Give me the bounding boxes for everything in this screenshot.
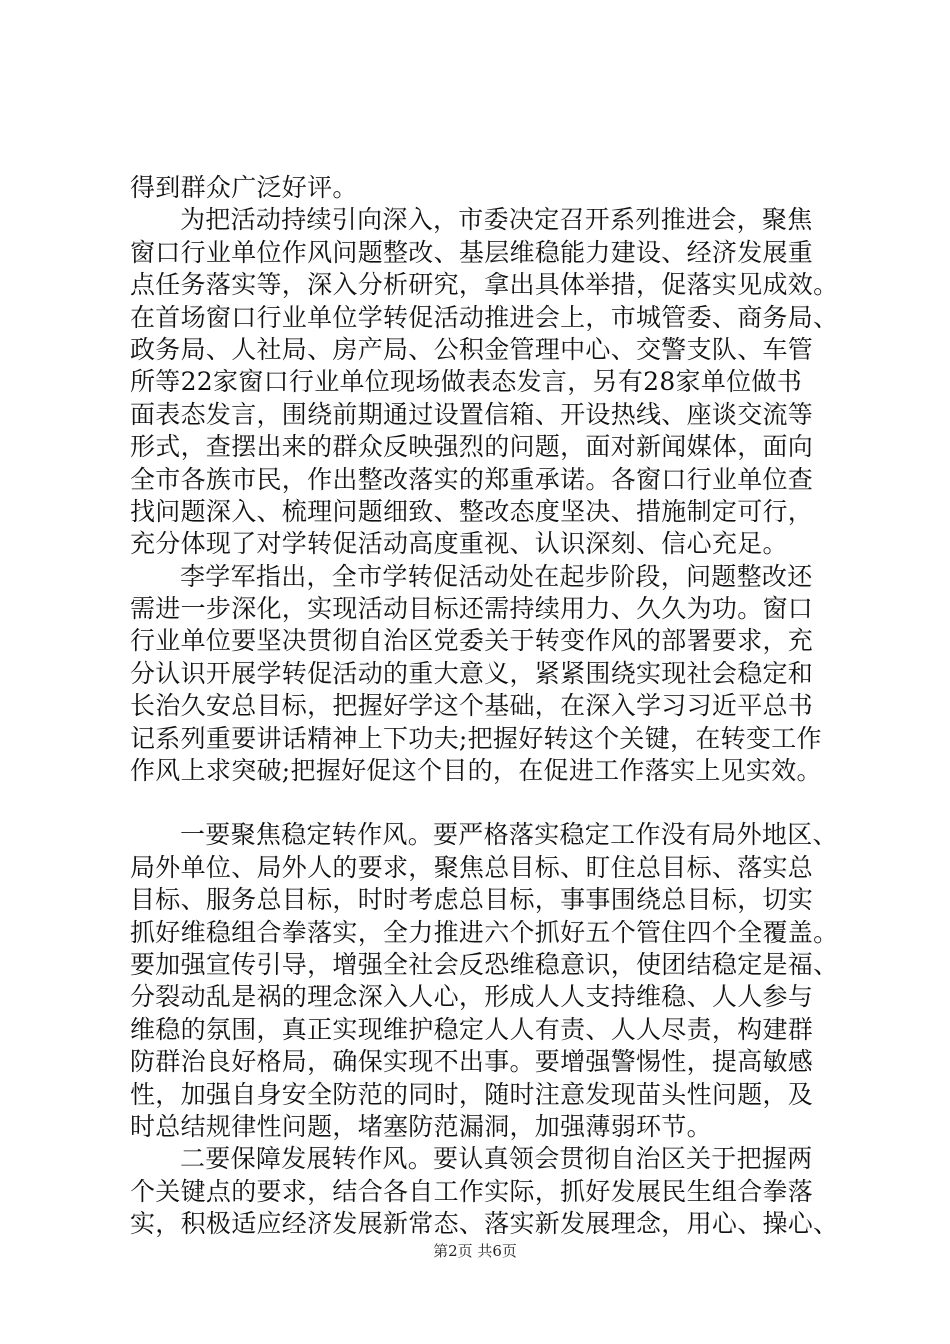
paragraph bbox=[130, 172, 830, 204]
text-line: 行业单位要坚决贯彻自治区党委关于转变作风的部署要求，充 bbox=[130, 626, 814, 656]
text-line: 分裂动乱是祸的理念深入人心，形成人人支持维稳、人人参与 bbox=[130, 982, 814, 1012]
text-line: 防群治良好格局，确保实现不出事。要增强警惕性，提高敏感 bbox=[130, 1047, 814, 1077]
text-line: 要加强宣传引导，增强全社会反恐维稳意识，使团结稳定是福、 bbox=[130, 949, 839, 979]
paragraph bbox=[130, 204, 839, 560]
text-line: 窗口行业单位作风问题整改、基层维稳能力建设、经济发展重 bbox=[130, 237, 814, 267]
paragraph bbox=[130, 1143, 839, 1240]
text-line: 在首场窗口行业单位学转促活动推进会上，市城管委、商务局、 bbox=[130, 302, 839, 332]
paragraph bbox=[130, 819, 839, 1143]
text-line: 找问题深入、梳理问题细致、整改态度坚决、措施制定可行， bbox=[130, 496, 814, 526]
text-line: 全市各族市民，作出整改落实的郑重承诺。各窗口行业单位查 bbox=[130, 464, 814, 494]
page-footer: 第2页 共6页 bbox=[433, 1242, 517, 1260]
text-line: 得到群众广泛好评。 bbox=[130, 173, 358, 202]
text-line: 政务局、人社局、房产局、公积金管理中心、交警支队、车管 bbox=[130, 334, 814, 364]
text-line: 李学军指出，全市学转促活动处在起步阶段，问题整改还 bbox=[180, 561, 813, 591]
text-line: 形式，查摆出来的群众反映强烈的问题，面对新闻媒体，面向 bbox=[130, 432, 814, 462]
text-line: 一要聚焦稳定转作风。要严格落实稳定工作没有局外地区、 bbox=[180, 820, 838, 850]
text-line: 实，积极适应经济发展新常态、落实新发展理念，用心、操心、 bbox=[130, 1209, 839, 1239]
text-line: 性，加强自身安全防范的同时，随时注意发现苗头性问题，及 bbox=[130, 1079, 814, 1109]
text-line: 为把活动持续引向深入，市委决定召开系列推进会，聚焦 bbox=[180, 205, 813, 235]
text-line: 二要保障发展转作风。要认真领会贯彻自治区关于把握两 bbox=[180, 1144, 813, 1174]
text-line: 面表态发言，围绕前期通过设置信箱、开设热线、座谈交流等 bbox=[130, 399, 814, 429]
text-line: 抓好维稳组合拳落实，全力推进六个抓好五个管住四个全覆盖。 bbox=[130, 917, 839, 947]
document-body bbox=[130, 172, 839, 1241]
text-line: 时总结规律性问题，堵塞防范漏洞，加强薄弱环节。 bbox=[130, 1111, 712, 1141]
text-line: 作风上求突破;把握好促这个目的，在促进工作落实上见实效。 bbox=[130, 756, 822, 786]
text-line: 个关键点的要求，结合各自工作实际，抓好发展民生组合拳落 bbox=[130, 1176, 814, 1206]
text-line: 充分体现了对学转促活动高度重视、认识深刻、信心充足。 bbox=[130, 529, 788, 559]
text-line: 点任务落实等，深入分析研究，拿出具体举措，促落实见成效。 bbox=[130, 270, 839, 300]
text-line: 分认识开展学转促活动的重大意义，紧紧围绕实现社会稳定和 bbox=[130, 658, 814, 688]
text-line: 需进一步深化，实现活动目标还需持续用力、久久为功。窗口 bbox=[130, 594, 814, 624]
text-line: 记系列重要讲话精神上下功夫;把握好转这个关键，在转变工作 bbox=[130, 723, 822, 753]
paragraph-spacer bbox=[130, 787, 830, 819]
paragraph bbox=[130, 561, 830, 788]
text-line: 维稳的氛围，真正实现维护稳定人人有责、人人尽责，构建群 bbox=[130, 1014, 814, 1044]
text-line: 所等22家窗口行业单位现场做表态发言，另有28家单位做书 bbox=[130, 367, 803, 397]
text-line: 目标、服务总目标，时时考虑总目标，事事围绕总目标，切实 bbox=[130, 885, 814, 915]
text-line: 长治久安总目标，把握好学这个基础，在深入学习习近平总书 bbox=[130, 691, 814, 721]
text-line: 局外单位、局外人的要求，聚焦总目标、盯住总目标、落实总 bbox=[130, 852, 814, 882]
